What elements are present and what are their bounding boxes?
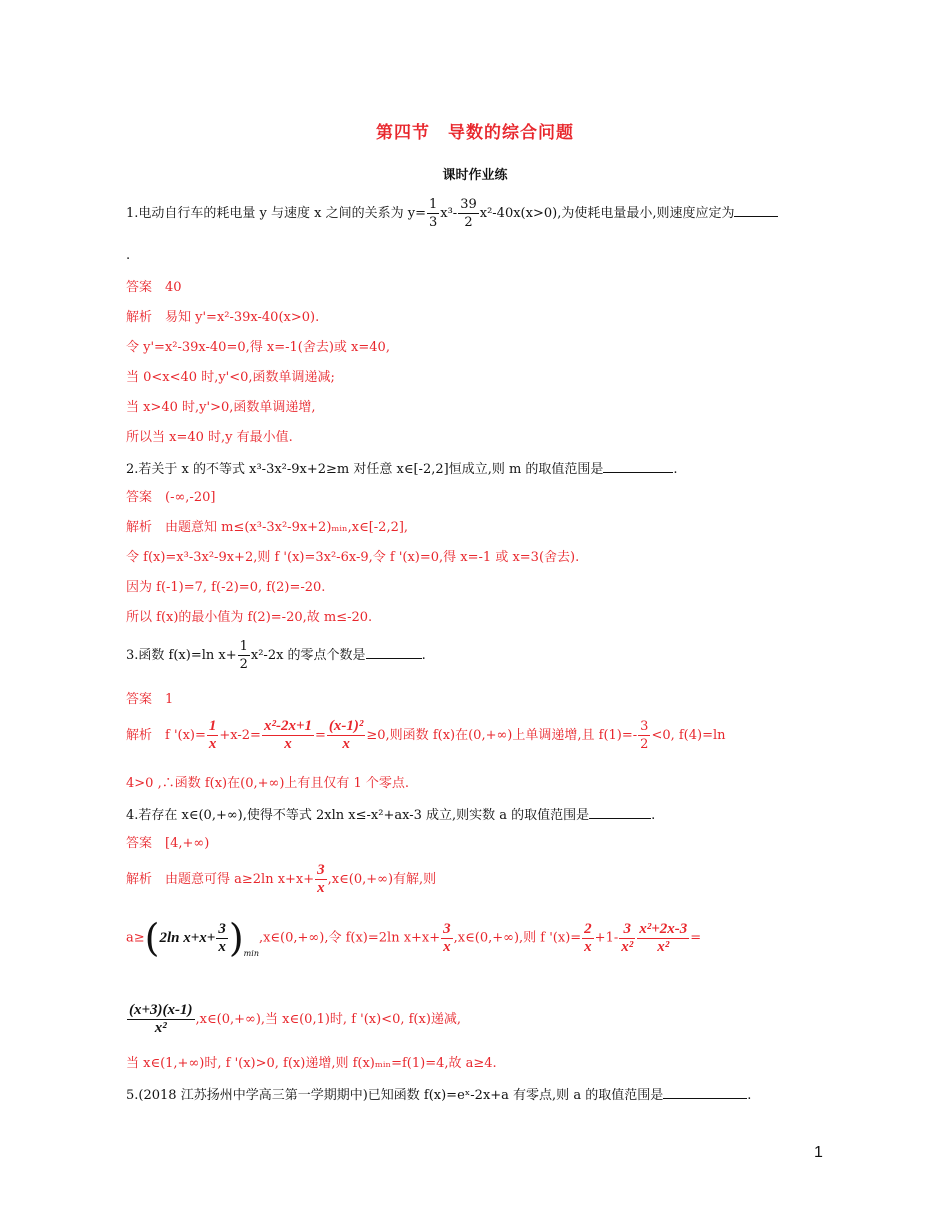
q4-answer-blank <box>589 806 651 819</box>
q2-text: 2.若关于 x 的不等式 x³-3x²-9x+2≥m 对任意 x∈[-2,2]恒成立,则 m 的取值范围是 <box>126 462 604 477</box>
q2-answer: 答案 (-∞,-20] <box>126 490 216 505</box>
q3-sol-f1-den: x <box>208 736 217 752</box>
q3-sol-a: 解析 f '(x)= <box>126 728 206 743</box>
q4-sol3-f-num: (x+3)(x-1) <box>129 1002 193 1018</box>
q4-sol3-f-den: x² <box>154 1020 167 1036</box>
q4-end: . <box>651 808 656 823</box>
q3-sol-f4-num: 3 <box>640 719 649 734</box>
q4-sol2-min: min <box>243 948 259 958</box>
q1-f2-den: 2 <box>464 215 473 230</box>
q4-sol1-f-den: x <box>317 880 325 896</box>
q4-sol2-pre: a≥ <box>126 930 145 946</box>
q4-solution-3 <box>126 1002 461 1037</box>
q4-sol1-f-num: 3 <box>317 862 325 878</box>
q1-solution-5: 所以当 x=40 时,y 有最小值. <box>126 430 293 445</box>
q3-sol-frac-3 <box>327 718 365 753</box>
q3-sol-f2-den: x <box>284 736 292 752</box>
q3-sol-f3-den: x <box>342 736 350 752</box>
q4-sol2-a: ,x∈(0,+∞),令 f(x)=2ln x+x+ <box>258 930 441 946</box>
q4-sol2-frac-i <box>619 921 635 956</box>
q3-sol-d: ≥0,则函数 f(x)在(0,+∞)上单调递增,且 f(1)=- <box>366 728 638 743</box>
q2-solution-1: 解析 由题意知 m≤(x³-3x²-9x+2)ₘᵢₙ,x∈[-2,2], <box>126 520 409 535</box>
q3-stem <box>126 638 426 673</box>
q1-text-a: 1.电动自行车的耗电量 y 与速度 x 之间的关系为 y= <box>126 206 426 221</box>
q4-sol1-frac <box>315 862 327 897</box>
q3-solution-2: 4>0 ,∴函数 f(x)在(0,+∞)上有且仅有 1 个零点. <box>126 776 410 791</box>
q3-sol-b: +x-2= <box>219 728 261 743</box>
q3-f-num: 1 <box>239 639 248 654</box>
q1-solution-2: 令 y'=x²-39x-40=0,得 x=-1(舍去)或 x=40, <box>126 340 390 355</box>
q3-answer: 答案 1 <box>126 692 174 707</box>
q3-sol-f3-num: (x-1)² <box>328 718 364 734</box>
q5-stem <box>126 1086 751 1104</box>
q4-sol2-frac-inner <box>216 921 228 956</box>
q3-sol-frac-2 <box>262 718 314 753</box>
q3-sol-e: <0, f(4)=ln <box>651 728 726 743</box>
q4-sol2-h-num: 2 <box>584 920 592 937</box>
q4-sol2-j-den: x² <box>657 938 670 955</box>
q4-answer: 答案 [4,+∞) <box>126 836 210 851</box>
q4-sol2-h-den: x <box>584 938 592 955</box>
q1-solution-1: 解析 易知 y'=x²-39x-40(x>0). <box>126 310 320 325</box>
q5-answer-blank <box>663 1086 747 1099</box>
q1-trail: . <box>126 248 131 263</box>
q3-text-b: x²-2x 的零点个数是 <box>250 648 366 663</box>
q1-f1-num: 1 <box>428 197 438 212</box>
q4-sol2-c: +1- <box>594 930 619 946</box>
q1-solution-4: 当 x>40 时,y'>0,函数单调递增, <box>126 400 316 415</box>
q3-solution-1 <box>126 718 726 753</box>
q1-answer: 答案 40 <box>126 280 182 295</box>
q4-sol1-b: ,x∈(0,+∞)有解,则 <box>327 872 437 887</box>
page-number: 1 <box>814 1144 823 1161</box>
q3-sol-f1-num: 1 <box>208 718 217 734</box>
q3-f-den: 2 <box>239 657 248 672</box>
q2-stem <box>126 460 678 478</box>
q3-sol-f2-num: x²-2x+1 <box>263 718 312 734</box>
q4-sol2-inner-den: x <box>218 938 226 955</box>
q4-solution-4: 当 x∈(1,+∞)时, f '(x)>0, f(x)递增,则 f(x)ₘᵢₙ=f(1)=4,故 a≥4. <box>126 1056 497 1071</box>
q3-sol-frac-4 <box>638 718 650 753</box>
section-subtitle: 课时作业练 <box>442 168 508 183</box>
q1-answer-blank <box>734 204 778 217</box>
q2-solution-3: 因为 f(-1)=7, f(-2)=0, f(2)=-20. <box>126 580 326 595</box>
q4-sol3-a: ,x∈(0,+∞),当 x∈(0,1)时, f '(x)<0, f(x)递减, <box>195 1012 462 1027</box>
q2-answer-blank <box>603 460 673 473</box>
q4-sol2-g-den: x <box>443 938 451 955</box>
q2-solution-2: 令 f(x)=x³-3x²-9x+2,则 f '(x)=3x²-6x-9,令 f '(x)=0,得 x=-1 或 x=3(舍去). <box>126 550 580 565</box>
q4-sol2-d: = <box>690 930 702 946</box>
q4-sol2-frac-j <box>637 921 689 956</box>
q3-text-a: 3.函数 f(x)=ln x+ <box>126 648 237 663</box>
q3-fraction <box>238 638 250 673</box>
q1-text-b: x³- <box>440 206 458 221</box>
q4-sol2-i-num: 3 <box>619 921 635 939</box>
q4-sol2-rparen: ) <box>228 916 244 960</box>
q1-f2-num: 39 <box>460 197 477 212</box>
q4-solution-2 <box>126 918 701 962</box>
q4-sol2-min-expr <box>144 916 259 960</box>
q2-end: . <box>673 462 678 477</box>
q5-end: . <box>747 1088 752 1103</box>
q4-sol2-i-den: x² <box>621 938 634 955</box>
q4-sol2-b: ,x∈(0,+∞),则 f '(x)= <box>453 930 582 946</box>
q3-sol-f4-den: 2 <box>640 737 649 752</box>
q1-f1-den: 3 <box>428 215 438 230</box>
q1-fraction-1 <box>427 196 439 231</box>
q4-sol3-frac <box>127 1002 195 1037</box>
q4-sol2-g-num: 3 <box>443 920 451 937</box>
q4-solution-1 <box>126 862 436 897</box>
q3-answer-blank <box>366 646 422 659</box>
q1-solution-3: 当 0<x<40 时,y'<0,函数单调递减; <box>126 370 335 385</box>
q4-sol2-frac-g <box>441 921 453 956</box>
q4-sol2-lparen: ( <box>144 916 160 960</box>
q2-solution-4: 所以 f(x)的最小值为 f(2)=-20,故 m≤-20. <box>126 610 373 625</box>
q4-sol2-inner-num: 3 <box>218 920 226 937</box>
q4-sol1-a: 解析 由题意可得 a≥2ln x+x+ <box>126 872 315 887</box>
q3-sol-c: = <box>315 728 326 743</box>
q4-stem <box>126 806 655 824</box>
section-title: 第四节 导数的综合问题 <box>376 123 574 143</box>
q3-end: . <box>421 648 426 663</box>
q3-sol-frac-1 <box>207 718 219 753</box>
q4-sol2-j-num: x²+2x-3 <box>639 920 688 937</box>
q4-text: 4.若存在 x∈(0,+∞),使得不等式 2xln x≤-x²+ax-3 成立,则实数 a 的取值范围是 <box>126 808 590 823</box>
q5-text: 5.(2018 江苏扬州中学高三第一学期期中)已知函数 f(x)=eˣ-2x+a 有零点,则 a 的取值范围是 <box>126 1088 664 1103</box>
q4-sol2-frac-h <box>582 921 594 956</box>
q1-text-c: x²-40x(x>0),为使耗电量最小,则速度应定为 <box>479 206 735 221</box>
q1-fraction-2 <box>458 196 479 231</box>
q4-sol2-inner: 2ln x+x+ <box>159 929 216 946</box>
q1-stem <box>126 196 778 231</box>
